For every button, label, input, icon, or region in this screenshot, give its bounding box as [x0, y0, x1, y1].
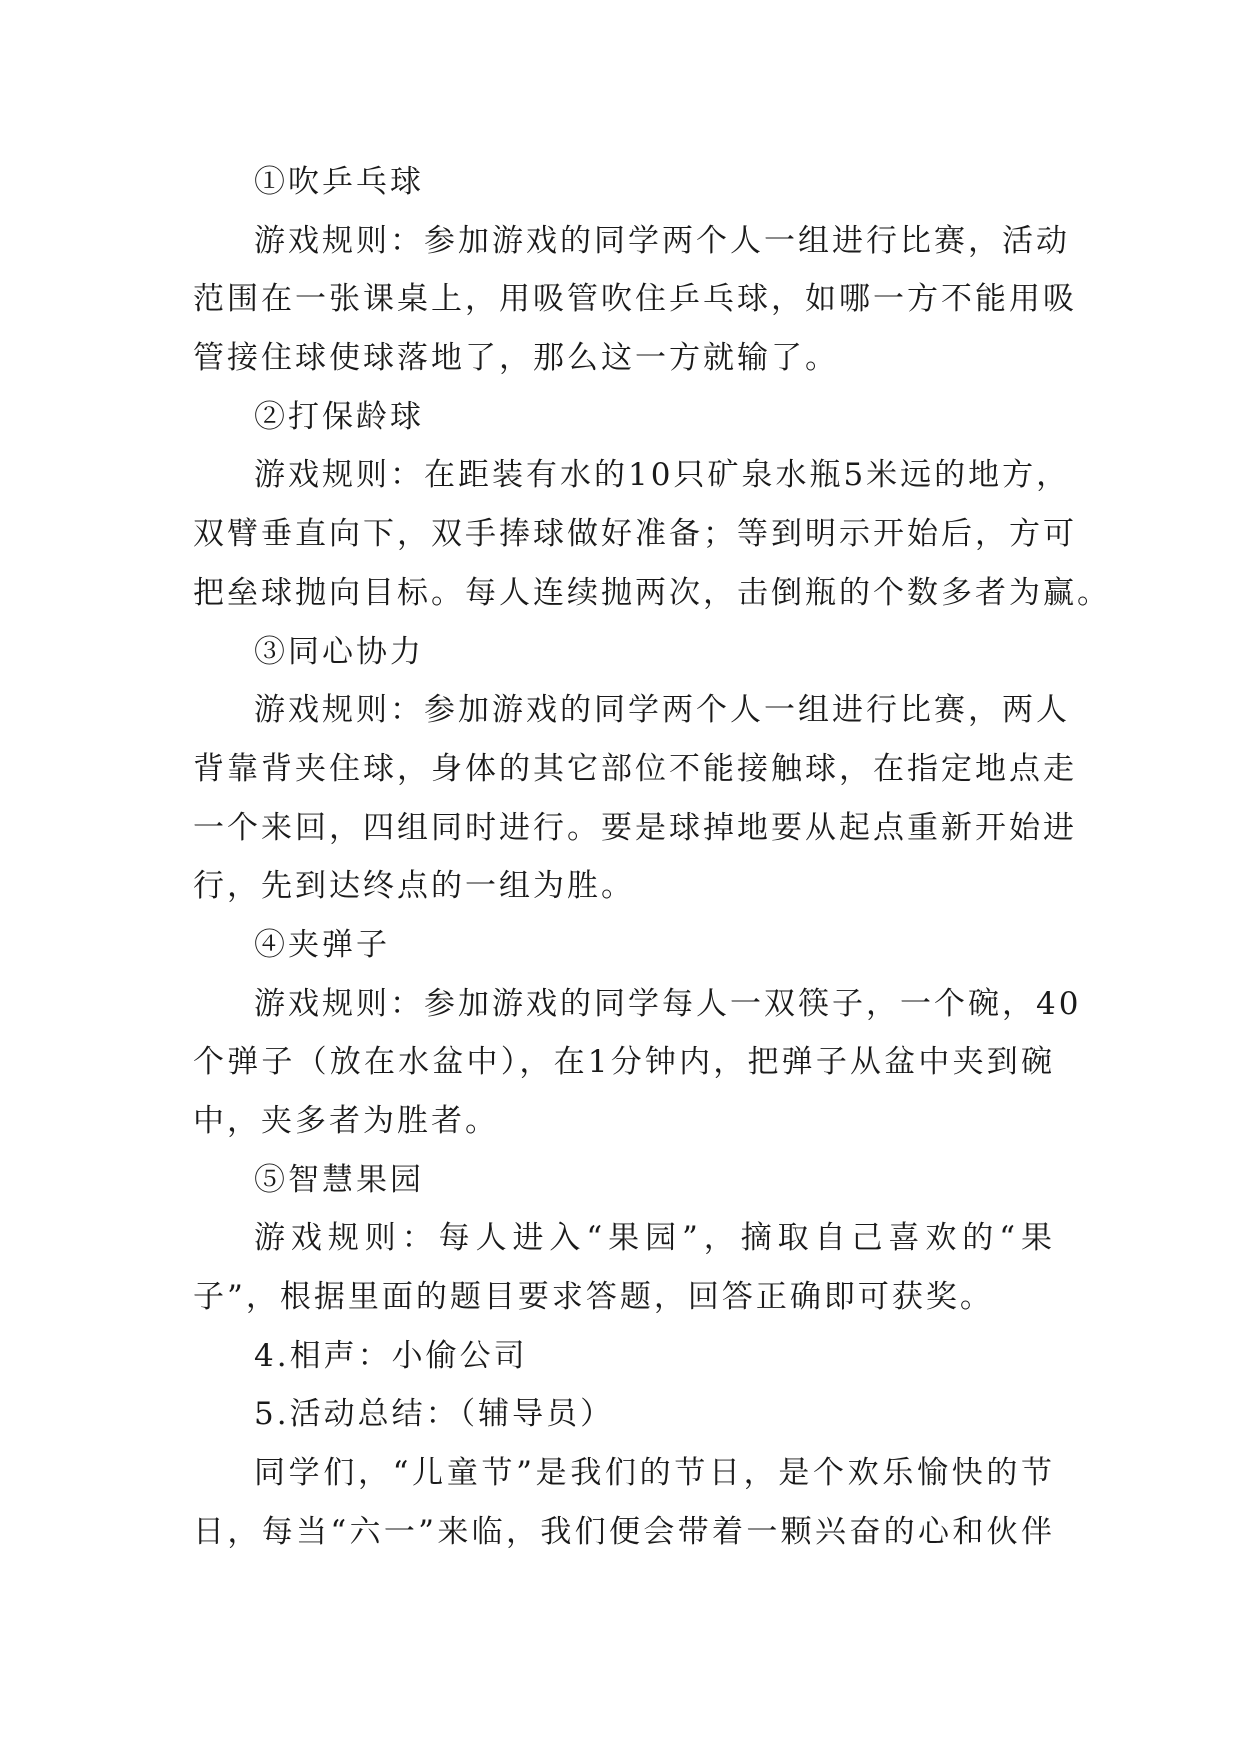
- rule-line: 游戏规则：每人进入“果园”，摘取自己喜欢的“果: [254, 1220, 1055, 1257]
- rule-line: 一个来回，四组同时进行。要是球掉地要从起点重新开始进: [193, 809, 1077, 846]
- heading-wisdom-orchard: ⑤智慧果园: [254, 1161, 424, 1198]
- rule-line: 游戏规则：参加游戏的同学每人一双筷子，一个碗，40: [254, 985, 1082, 1022]
- rule-line: 范围在一张课桌上，用吸管吹住乒乓球，如哪一方不能用吸: [193, 281, 1077, 318]
- rule-line: 背靠背夹住球，身体的其它部位不能接触球，在指定地点走: [193, 750, 1077, 787]
- rule-line: 游戏规则：参加游戏的同学两个人一组进行比赛，活动: [254, 222, 1070, 259]
- rule-line: 游戏规则：参加游戏的同学两个人一组进行比赛，两人: [254, 692, 1070, 729]
- rule-line: 把垒球抛向目标。每人连续抛两次，击倒瓶的个数多者为赢。: [193, 574, 1111, 611]
- heading-bowling: ②打保龄球: [254, 398, 424, 435]
- rule-line: 中，夹多者为胜者。: [193, 1103, 499, 1139]
- rule-line: 行，先到达终点的一组为胜。: [193, 868, 635, 905]
- rule-line: 游戏规则：在距装有水的10只矿泉水瓶5米远的地方，: [254, 457, 1071, 494]
- rule-line: 双臂垂直向下，双手捧球做好准备；等到明示开始后，方可: [193, 516, 1077, 553]
- rule-line: 子”，根据里面的题目要求答题，回答正确即可获奖。: [193, 1279, 994, 1316]
- heading-blow-ping-pong: ①吹乒乓球: [254, 164, 424, 200]
- heading-teamwork: ③同心协力: [254, 633, 424, 670]
- summary-paragraph-line: 同学们，“儿童节”是我们的节日，是个欢乐愉快的节: [254, 1455, 1055, 1492]
- rule-line: 个弹子（放在水盆中），在1分钟内，把弹子从盆中夹到碗: [193, 1044, 1055, 1081]
- program-item-summary: 5.活动总结：（辅导员）: [254, 1396, 615, 1433]
- heading-pick-marbles: ④夹弹子: [254, 926, 390, 963]
- rule-line: 管接住球使球落地了，那么这一方就输了。: [193, 340, 839, 377]
- program-item-crosstalk: 4.相声：小偷公司: [254, 1337, 528, 1374]
- document-page: [193, 153, 1111, 1562]
- summary-paragraph-line: 日，每当“六一”来临，我们便会带着一颗兴奋的心和伙伴: [193, 1513, 1055, 1550]
